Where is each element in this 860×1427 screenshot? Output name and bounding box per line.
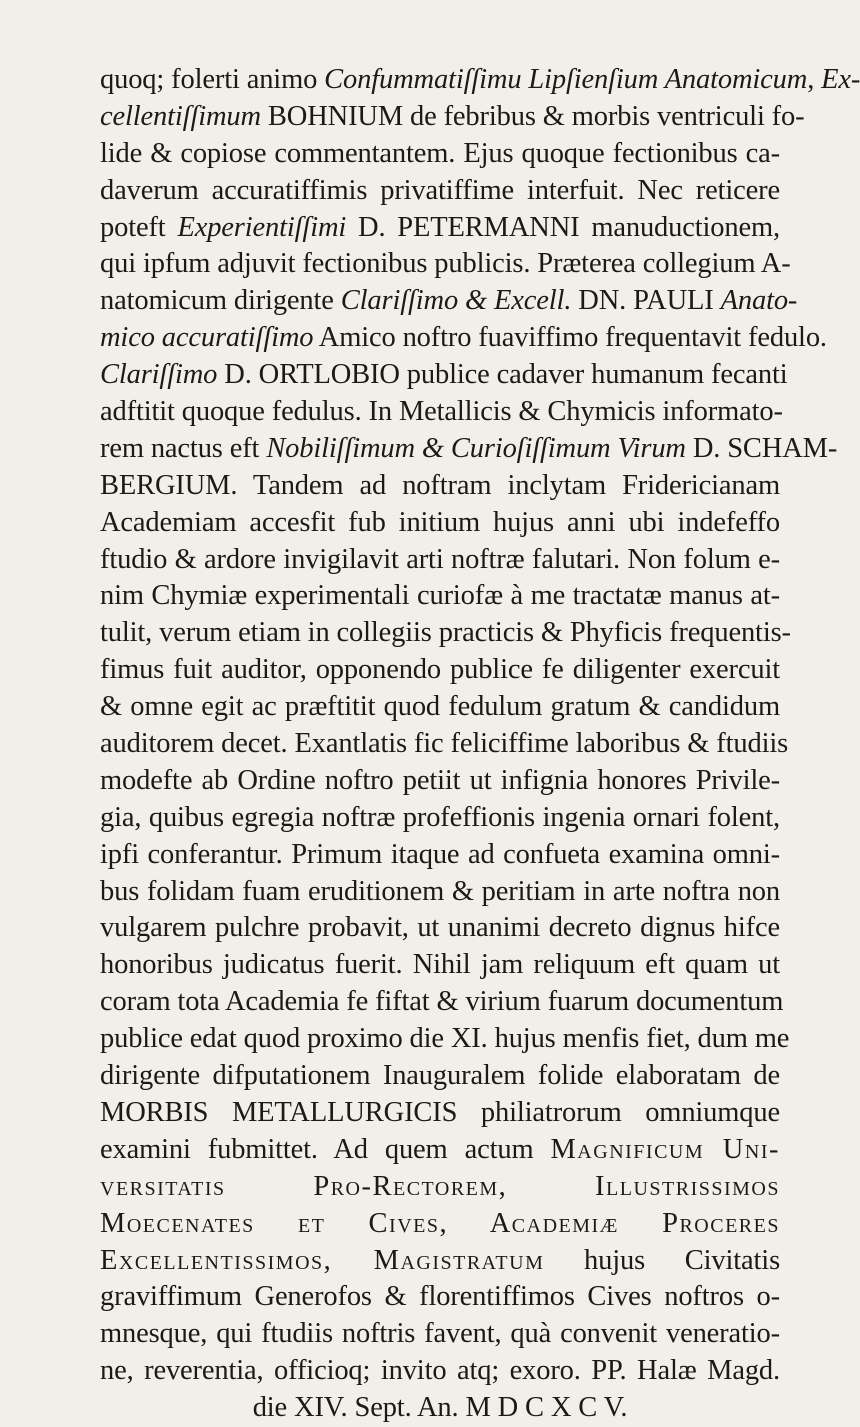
text-run: vulgarem pulchre probavit, ut unanimi decreto dignus hifce bbox=[100, 912, 780, 944]
text-run: D. SCHAM- bbox=[685, 432, 838, 464]
italic-text: mico accuratiſſimo bbox=[100, 322, 314, 354]
text-run: ftudio & ardore invigilavit arti noftræ falutari. Non folum e- bbox=[100, 543, 780, 575]
text-line bbox=[100, 947, 780, 984]
text-line bbox=[100, 800, 780, 837]
text-line bbox=[100, 357, 788, 394]
text-line bbox=[100, 726, 789, 763]
text-line bbox=[100, 468, 780, 505]
text-line bbox=[100, 210, 780, 247]
text-line bbox=[100, 1206, 780, 1243]
text-run: D. ORTLOBIO publice cadaver humanum fecanti bbox=[217, 359, 788, 391]
text-run: die XIV. Sept. An. M D C X C V. bbox=[252, 1392, 628, 1424]
text-line bbox=[100, 763, 780, 800]
text-run: natomicum dirigente bbox=[100, 285, 341, 317]
small-caps-text: Excellentissimos, Magistratum bbox=[100, 1244, 545, 1276]
text-line bbox=[100, 689, 780, 726]
small-caps-text: Magnificum Uni- bbox=[550, 1133, 780, 1165]
italic-text: Anato- bbox=[720, 285, 798, 317]
text-line bbox=[100, 1353, 780, 1390]
text-line bbox=[100, 1132, 780, 1169]
text-run: bus folidam fuam eruditionem & peritiam in arte noftra non bbox=[100, 875, 780, 907]
text-run: rem nactus eft bbox=[100, 432, 267, 464]
text-line bbox=[100, 542, 780, 579]
text-line bbox=[100, 1095, 780, 1132]
italic-text: Experientiſſimi bbox=[177, 211, 347, 243]
text-run: publice edat quod proximo die XI. hujus menfis fiet, dum me bbox=[100, 1023, 790, 1055]
text-run: , bbox=[807, 64, 822, 95]
text-line bbox=[100, 1021, 790, 1058]
text-line bbox=[100, 615, 791, 652]
text-line bbox=[100, 99, 805, 136]
text-run: honoribus judicatus fuerit. Nihil jam reliquum eft quam ut bbox=[100, 949, 780, 981]
text-line bbox=[100, 652, 780, 689]
text-run: quoq; folerti animo bbox=[100, 64, 325, 95]
text-line bbox=[100, 505, 780, 542]
text-run: nim Chymiæ experimentali curiofæ à me tractatæ manus at- bbox=[100, 580, 780, 612]
text-line bbox=[100, 1316, 780, 1353]
text-run: & omne egit ac præftitit quod fedulum gratum & candidum bbox=[100, 691, 780, 723]
text-line bbox=[100, 984, 784, 1021]
text-run: Amico noftro fuaviffimo frequentavit fedulo. bbox=[313, 322, 827, 354]
italic-text: Nobiliſſimum & Curioſiſſimum Virum bbox=[266, 432, 686, 464]
small-caps-text: versitatis Pro-Rectorem, Illustrissimos bbox=[100, 1170, 780, 1202]
italic-text: cellentiſſimum bbox=[100, 100, 261, 132]
italic-text: Ex- bbox=[821, 64, 860, 95]
text-run: hujus Civitatis bbox=[544, 1244, 781, 1276]
text-run: fimus fuit auditor, opponendo publice fe diligenter exercuit bbox=[100, 654, 780, 686]
text-run: poteft bbox=[100, 211, 178, 243]
text-line bbox=[100, 1279, 780, 1316]
text-run: adftitit quoque fedulus. In Metallicis & Chymicis informato- bbox=[100, 396, 783, 428]
text-run: ipfi conferantur. Primum itaque ad confueta examina omni- bbox=[100, 838, 780, 870]
text-line bbox=[100, 1058, 780, 1095]
text-run: Academiam accesfit fub initium hujus anni ubi indefeffo bbox=[100, 506, 780, 538]
text-run: mnesque, qui ftudiis noftris favent, quà convenit veneratio- bbox=[100, 1318, 780, 1350]
small-caps-text: Moecenates et Cives, Academiæ Proceres bbox=[100, 1207, 780, 1239]
text-run: examini fubmittet. Ad quem actum bbox=[100, 1133, 551, 1165]
italic-text: Clariſſimo & Excell. bbox=[340, 285, 572, 317]
italic-text: Clariſſimo bbox=[100, 359, 218, 391]
text-run: ne, reverentia, officioq; invito atq; exoro. PP. Halæ Magd. bbox=[100, 1355, 780, 1387]
text-run: graviffimum Generofos & florentiffimos Cives noftros o- bbox=[100, 1281, 780, 1313]
text-run: dirigente difputationem Inauguralem folide elaboratam de bbox=[100, 1060, 780, 1092]
text-run: DN. PAULI bbox=[571, 285, 721, 317]
text-run: modefte ab Ordine noftro petiit ut infignia honores Privile- bbox=[100, 764, 780, 796]
text-run: gia, quibus egregia noftræ profeffionis ingenia ornari folent, bbox=[100, 801, 780, 833]
text-run: D. PETERMANNI manuductionem, bbox=[346, 211, 780, 243]
text-line bbox=[100, 62, 860, 99]
text-run: MORBIS METALLURGICIS philiatrorum omniumque bbox=[100, 1096, 780, 1128]
body-text bbox=[100, 62, 860, 1427]
text-run: BERGIUM. Tandem ad noftram inclytam Fridericianam bbox=[100, 469, 780, 501]
text-line bbox=[100, 431, 838, 468]
text-line bbox=[100, 320, 827, 357]
text-line bbox=[100, 394, 783, 431]
text-run: lide & copiose commentantem. Ejus quoque fectionibus ca- bbox=[100, 137, 780, 169]
text-line bbox=[100, 874, 780, 911]
text-line bbox=[100, 910, 780, 947]
text-line bbox=[100, 837, 780, 874]
text-run: qui ipfum adjuvit fectionibus publicis. Præterea collegium A- bbox=[100, 248, 791, 280]
text-run: daverum accuratiffimis privatiffime interfuit. Nec reticere bbox=[100, 174, 780, 206]
text-line bbox=[100, 173, 780, 210]
text-line bbox=[100, 246, 791, 283]
text-run: coram tota Academia fe fiftat & virium fuarum documentum bbox=[100, 986, 784, 1018]
italic-text: Confummatiſſimu Lipſienſium Anatomicum bbox=[324, 64, 808, 95]
text-line bbox=[100, 136, 780, 173]
text-line bbox=[100, 283, 798, 320]
text-run: tulit, verum etiam in collegiis practicis & Phyficis frequentis- bbox=[100, 617, 791, 649]
text-line bbox=[100, 1243, 780, 1280]
text-line bbox=[100, 1169, 780, 1206]
text-line bbox=[100, 578, 780, 615]
text-run: auditorem decet. Exantlatis fic feliciffime laboribus & ftudiis bbox=[100, 728, 789, 760]
text-line bbox=[100, 1390, 780, 1427]
text-run: BOHNIUM de febribus & morbis ventriculi fo- bbox=[260, 100, 805, 132]
